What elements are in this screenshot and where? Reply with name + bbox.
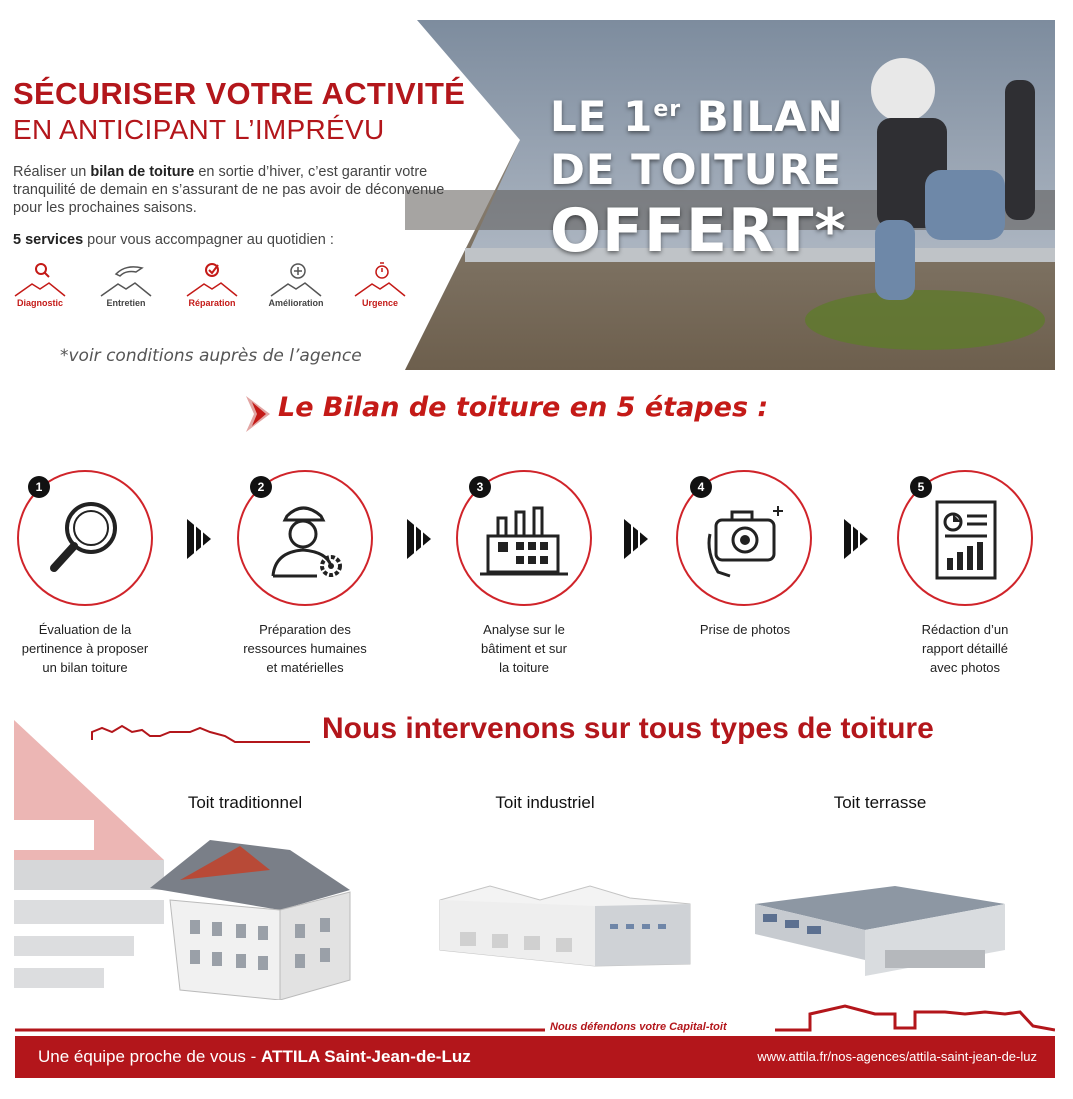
headline-line-2: EN ANTICIPANT L’IMPRÉVU [13, 114, 385, 145]
step-3-number: 3 [469, 476, 491, 498]
roof-types-title: Nous intervenons sur tous types de toiture [322, 712, 934, 745]
service-entretien [86, 258, 166, 308]
service-label: Diagnostic [16, 298, 63, 308]
industrial-roof-image [430, 880, 695, 970]
magnifier-icon [10, 258, 70, 298]
plus-icon [266, 258, 326, 298]
intro-text-end: en sortie d’hiver, c’est garantir votre tranquilité de demain en s’assurant de ne pas avoir de déconvenue pour les prochaines saisons. [13, 164, 445, 216]
footer-agency-name: ATTILA Saint-Jean-de-Luz [261, 1047, 471, 1066]
intro-paragraph [13, 163, 463, 217]
step-5-number: 5 [910, 476, 932, 498]
roof-type-terrace-label: Toit terrasse [833, 793, 927, 812]
chevron-right-icon [842, 517, 870, 561]
service-amelioration [256, 258, 336, 308]
intro-text-bold: bilan de toiture [90, 164, 195, 180]
footer-tagline: Nous défendons votre Capital-toit [550, 1021, 727, 1033]
offer-line-1: LE 1er BILAN [550, 92, 844, 141]
step-5-label: Rédaction d’un rapport détaillé avec photos [921, 622, 1009, 675]
services-intro [13, 232, 334, 248]
step-4-label: Prise de photos [699, 622, 791, 637]
step-1-label: Évaluation de la pertinence à proposer un bilan toiture [21, 622, 149, 675]
service-label: Amélioration [268, 298, 324, 308]
timer-icon [350, 258, 410, 298]
footer-agency [38, 1047, 471, 1067]
service-diagnostic [0, 258, 80, 308]
step-2-label: Préparation des ressources humaines et matérielles [243, 622, 367, 675]
steps-bullet-icon [244, 394, 272, 434]
services-count: 5 services [13, 232, 84, 248]
terrace-roof-image [745, 880, 1010, 990]
step-4-number: 4 [690, 476, 712, 498]
check-icon [182, 258, 242, 298]
roofline-icon [90, 720, 310, 744]
footer-agency-text: Une équipe proche de vous - [38, 1047, 262, 1066]
hand-icon [96, 258, 156, 298]
step-2-number: 2 [250, 476, 272, 498]
hero-photo [405, 20, 1055, 370]
service-label: Entretien [106, 298, 146, 308]
roof-type-industrial-label: Toit industriel [495, 793, 595, 812]
service-urgence [340, 258, 420, 308]
service-reparation [172, 258, 252, 308]
footer-url-link[interactable]: www.attila.fr/nos-agences/attila-saint-jean-de-luz [757, 1049, 1037, 1064]
chevron-right-icon [622, 517, 650, 561]
steps-title: Le Bilan de toiture en 5 étapes : [278, 392, 769, 423]
roof-type-traditional-label: Toit traditionnel [187, 793, 303, 812]
footer-roofline [15, 1000, 1055, 1036]
conditions-note: *voir conditions auprès de l’agence [60, 346, 362, 366]
step-1-number: 1 [28, 476, 50, 498]
step-3-label: Analyse sur le bâtiment et sur la toiture [481, 622, 567, 675]
chevron-right-icon [405, 517, 433, 561]
offer-line-3: OFFERT* [550, 196, 847, 266]
offer-line-2: DE TOITURE [550, 145, 842, 194]
services-text: pour vous accompagner au quotidien : [83, 232, 334, 248]
chevron-right-icon [185, 517, 213, 561]
headline-line-1: SÉCURISER VOTRE ACTIVITÉ [13, 76, 466, 111]
intro-text-start: Réaliser un [13, 164, 91, 180]
service-label: Réparation [188, 298, 236, 308]
service-label: Urgence [361, 298, 398, 308]
hero-photo-art [405, 20, 1055, 370]
traditional-roof-image [150, 840, 360, 1000]
